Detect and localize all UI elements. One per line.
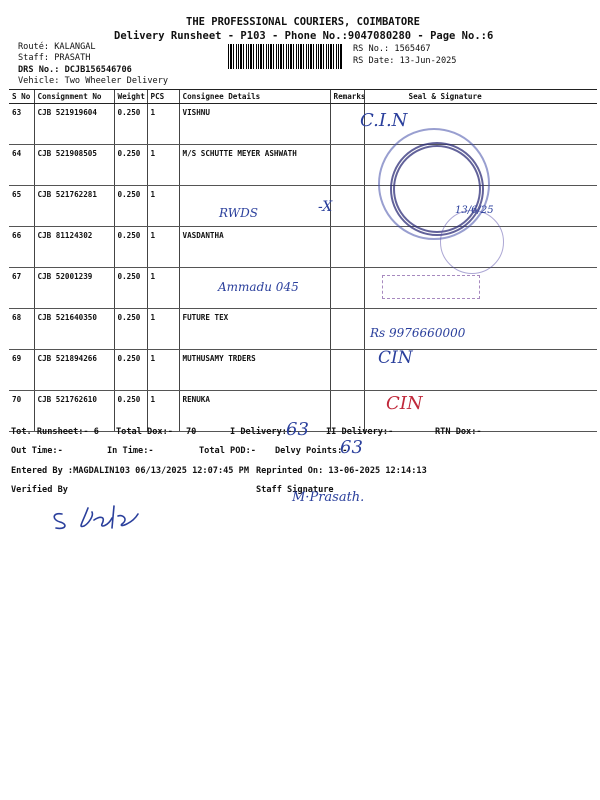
cell-sno: 65	[9, 186, 34, 227]
col-consignment: Consignment No	[34, 90, 114, 104]
rubber-stamp-box	[382, 275, 480, 299]
cell-sno: 68	[9, 309, 34, 350]
i-delivery-label: I Delivery:-	[230, 427, 293, 437]
in-time-label: In Time:-	[107, 446, 154, 456]
table-header-row	[9, 90, 597, 104]
col-sno: S No	[9, 90, 34, 104]
table-row	[9, 309, 597, 350]
x-mark: -X	[318, 199, 333, 215]
cell-sno: 67	[9, 268, 34, 309]
route-label: Routé: KALANGAL	[18, 42, 96, 52]
verified-signature-icon	[48, 498, 158, 534]
table-row	[9, 145, 597, 186]
cell-consignee: MUTHUSAMY TRDERS	[179, 350, 330, 391]
barcode-image	[228, 44, 342, 69]
cell-remarks	[330, 227, 364, 268]
cell-weight: 0.250	[114, 268, 147, 309]
cell-pcs: 1	[147, 268, 179, 309]
rs-number: RS No.: 1565467	[353, 44, 431, 54]
cell-pcs: 1	[147, 145, 179, 186]
table-row	[9, 227, 597, 268]
total-pod-label: Total POD:-	[199, 446, 256, 456]
staff-label: Staff: PRASATH	[18, 53, 91, 63]
cell-remarks	[330, 391, 364, 432]
cell-weight: 0.250	[114, 145, 147, 186]
cell-pcs: 1	[147, 104, 179, 145]
cell-consignment: CJB 521919604	[34, 104, 114, 145]
cell-sno: 63	[9, 104, 34, 145]
cell-consignment: CJB 521762610	[34, 391, 114, 432]
phone-note: Rs 9976660000	[370, 326, 466, 340]
cell-remarks	[330, 268, 364, 309]
entered-by: Entered By :MAGDALIN103 06/13/2025 12:07:45 PM	[11, 466, 249, 476]
reprinted-on: Reprinted On: 13-06-2025 12:14:13	[256, 466, 427, 476]
rtn-dox-label: RTN Dox:-	[435, 427, 482, 437]
i-delivery-value: 63	[286, 419, 309, 440]
col-seal: Seal & Signature	[364, 90, 597, 104]
col-consignee: Consignee Details	[179, 90, 330, 104]
col-pcs: PCS	[147, 90, 179, 104]
col-weight: Weight	[114, 90, 147, 104]
date-note: 13/6/25	[455, 205, 494, 216]
total-dox-value: 70	[186, 427, 197, 437]
verified-by-label: Verified By	[11, 485, 68, 495]
rwds-note: RWDS	[219, 206, 258, 220]
table-row	[9, 268, 597, 309]
total-dox-label: Total Dox:-	[116, 427, 173, 437]
cell-pcs: 1	[147, 309, 179, 350]
cell-pcs: 1	[147, 350, 179, 391]
company-title: THE PROFESSIONAL COURIERS, COIMBATORE	[186, 16, 420, 28]
cell-pcs: 1	[147, 227, 179, 268]
cell-consignee: VISHNU	[179, 104, 330, 145]
cell-pcs: 1	[147, 186, 179, 227]
cell-remarks	[330, 104, 364, 145]
cell-weight: 0.250	[114, 186, 147, 227]
cell-weight: 0.250	[114, 309, 147, 350]
table-row	[9, 186, 597, 227]
cell-consignee: VASDANTHA	[179, 227, 330, 268]
col-remarks: Remarks	[330, 90, 364, 104]
delvy-points-label: Delvy Points:-	[275, 446, 348, 456]
cell-consignment: CJB 521640350	[34, 309, 114, 350]
runsheet-table	[9, 89, 597, 432]
secondary-stamp	[440, 210, 504, 274]
cell-consignment: CJB 521894266	[34, 350, 114, 391]
delvy-points-value: 63	[340, 437, 363, 458]
runsheet-title: Delivery Runsheet - P103 - Phone No.:9047080280 - Page No.:6	[114, 30, 494, 42]
rs-date: RS Date: 13-Jun-2025	[353, 56, 457, 66]
cell-sno: 64	[9, 145, 34, 186]
cin-mark-1: C.I.N	[360, 110, 408, 131]
vehicle-label: Vehicle: Two Wheeler Delivery	[18, 76, 169, 86]
cell-consignee: FUTURE TEX	[179, 309, 330, 350]
cell-remarks	[330, 145, 364, 186]
cin-mark-3: CIN	[386, 393, 423, 414]
cell-consignment: CJB 521762281	[34, 186, 114, 227]
out-time-label: Out Time:-	[11, 446, 63, 456]
ammadu-note: Ammadu 045	[218, 280, 299, 294]
cell-consignment: CJB 81124302	[34, 227, 114, 268]
cell-weight: 0.250	[114, 350, 147, 391]
cell-sno: 70	[9, 391, 34, 432]
staff-signature-hand: M·Prasath.	[292, 490, 365, 505]
staff-signature-label: Staff Signature	[256, 485, 334, 495]
cell-consignment: CJB 521908505	[34, 145, 114, 186]
cell-sno: 69	[9, 350, 34, 391]
table-row	[9, 104, 597, 145]
table-row	[9, 350, 597, 391]
cell-remarks	[330, 309, 364, 350]
cell-weight: 0.250	[114, 227, 147, 268]
tot-runsheet: Tot. Runsheet:- 6	[11, 427, 99, 437]
cell-consignee: M/S SCHUTTE MEYER ASHWATH	[179, 145, 330, 186]
cell-remarks	[330, 186, 364, 227]
cell-remarks	[330, 350, 364, 391]
ii-delivery-label: II Delivery:-	[326, 427, 394, 437]
cell-consignee: RENUKA	[179, 391, 330, 432]
drs-number: DRS No.: DCJB156546706	[18, 65, 132, 75]
cell-pcs: 1	[147, 391, 179, 432]
cell-weight: 0.250	[114, 391, 147, 432]
cell-sno: 66	[9, 227, 34, 268]
cell-weight: 0.250	[114, 104, 147, 145]
cin-mark-2: CIN	[378, 348, 413, 368]
cell-consignment: CJB 52001239	[34, 268, 114, 309]
